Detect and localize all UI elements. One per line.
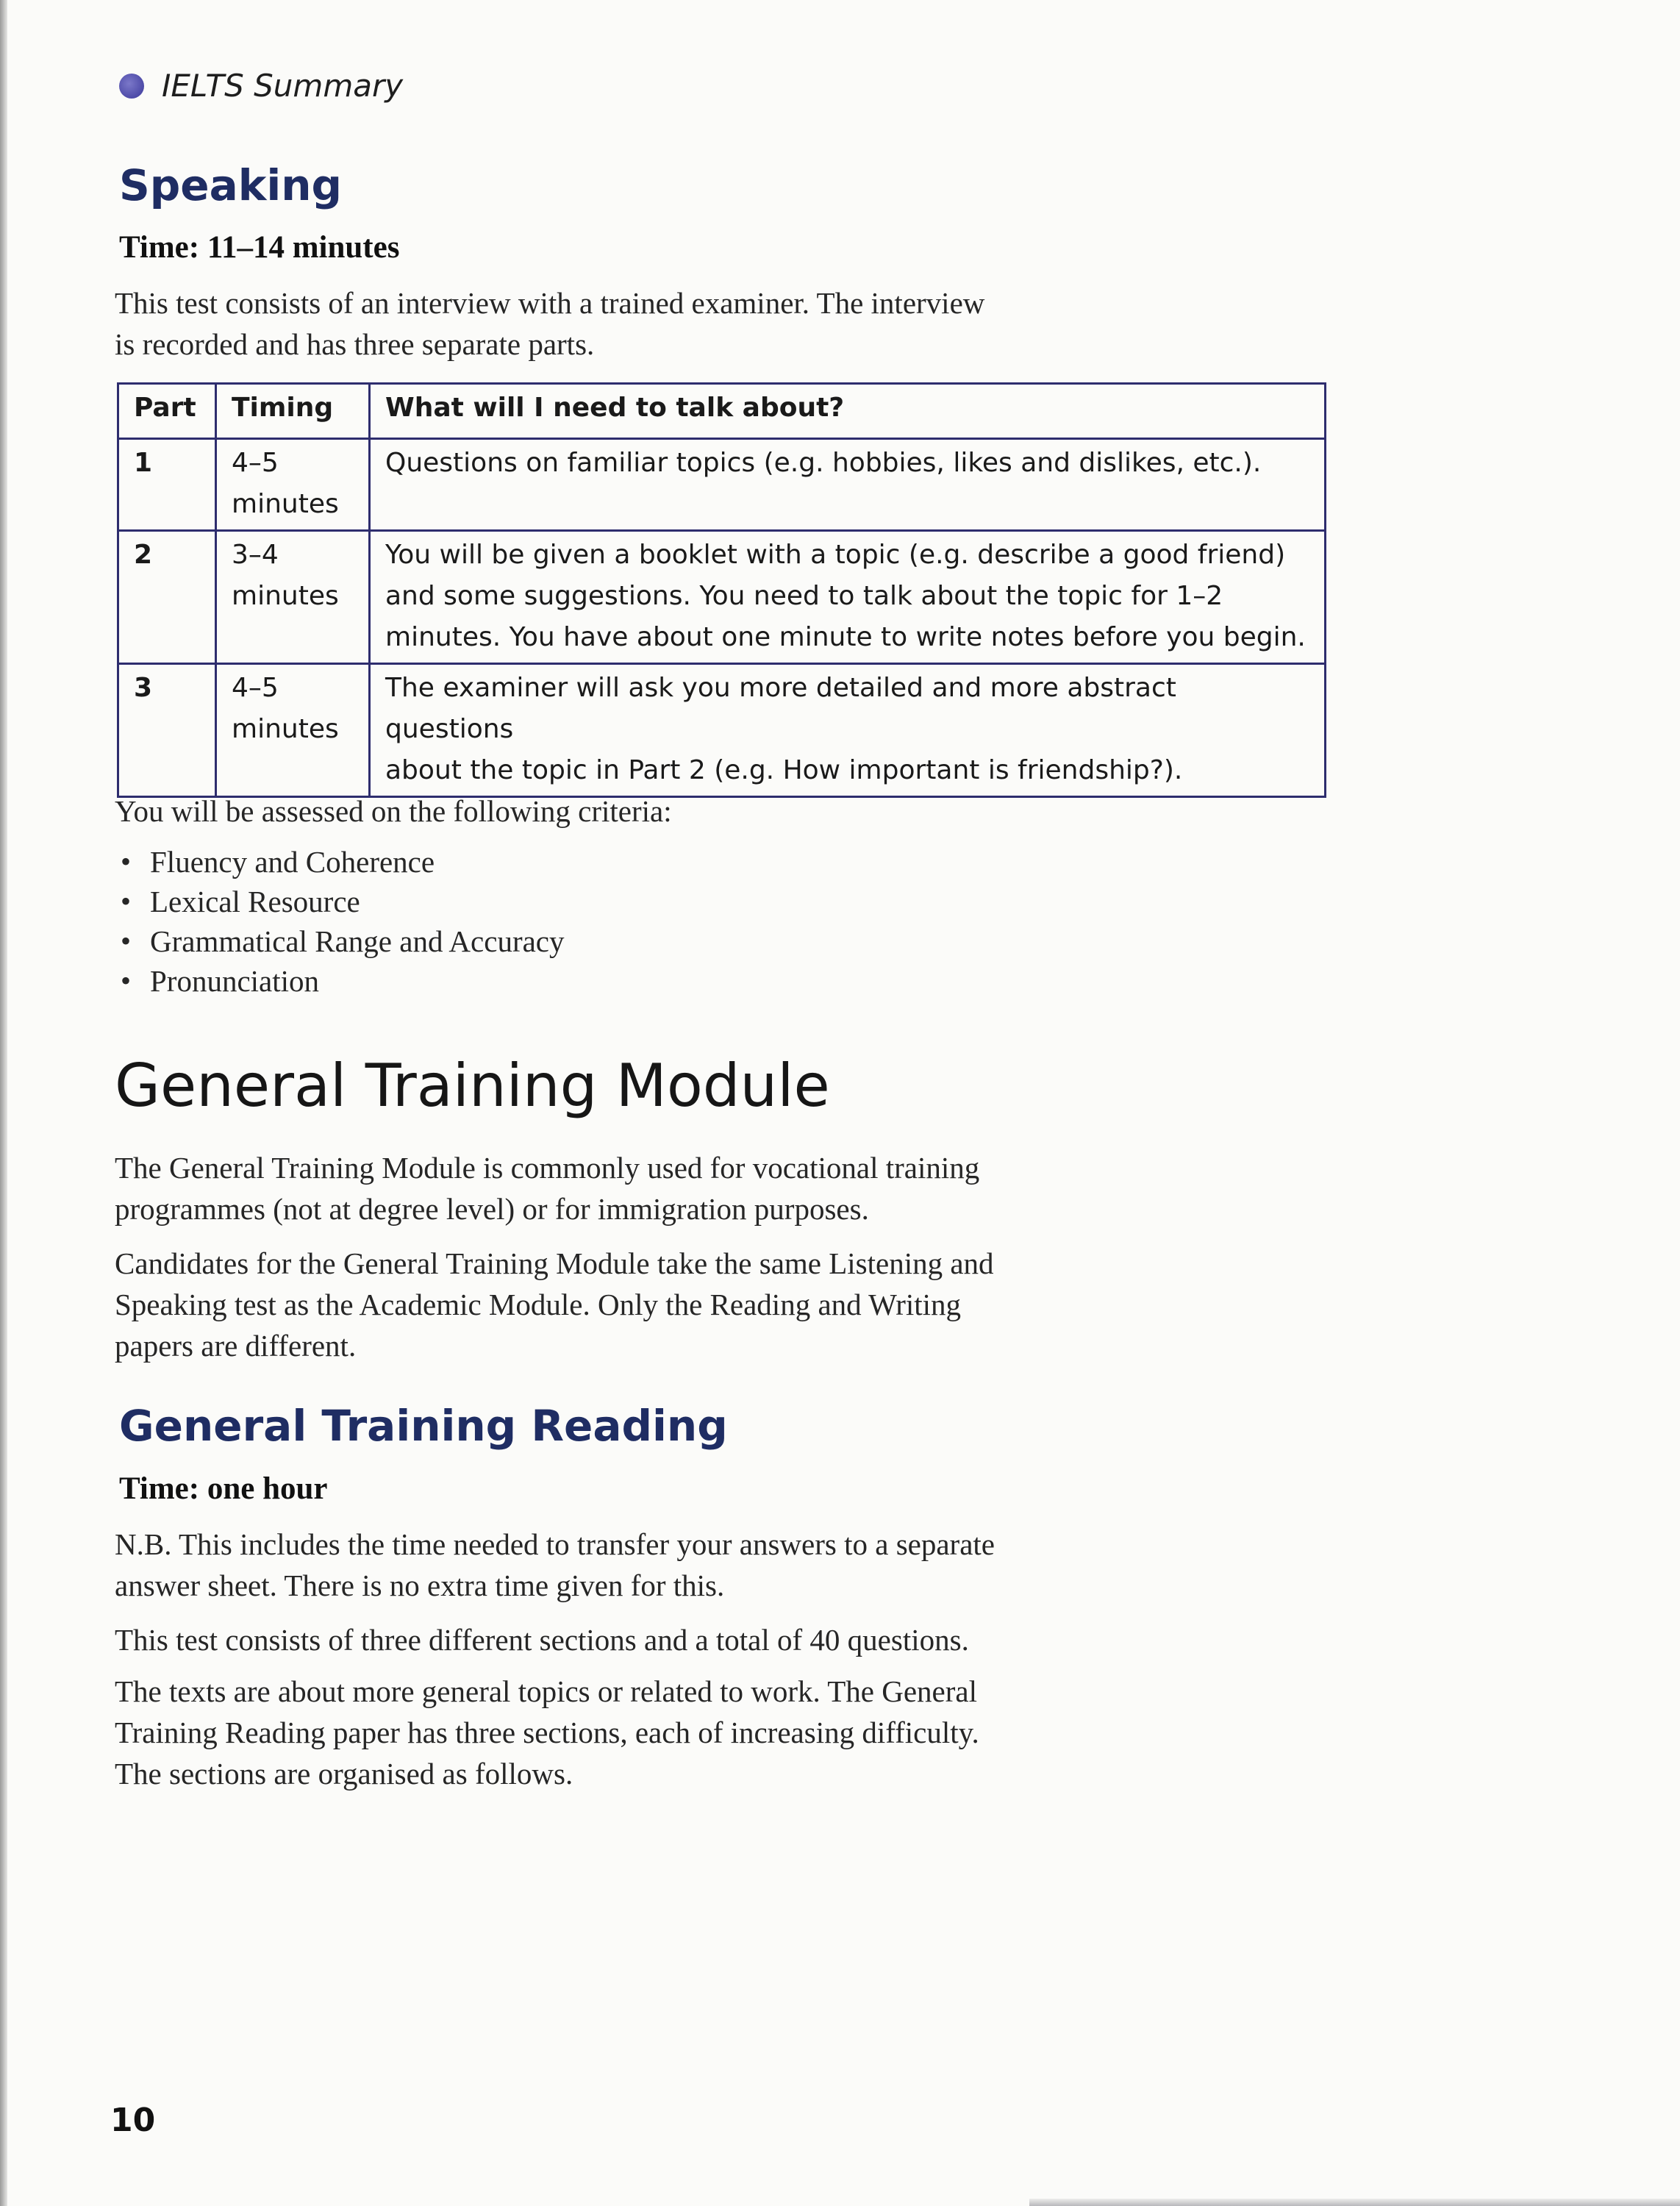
text-line: Questions on familiar topics (e.g. hobbies, likes and dislikes, etc.). [385,448,1262,478]
timing-unit: minutes [232,714,339,744]
general-training-para-1 [115,1147,979,1229]
timing-cell [216,439,370,531]
text-line: The General Training Module is commonly used for vocational training [115,1151,980,1185]
text-line: The sections are organised as follows. [115,1757,573,1791]
text-line: This test consists of an interview with a trained examiner. The interview [115,286,985,320]
text-line: You will be given a booklet with a topic (e.g. describe a good friend) [385,540,1286,570]
list-item: • Lexical Resource [115,882,565,921]
text-line: The texts are about more general topics or related to work. The General [115,1674,977,1708]
part-number: 3 [118,664,216,797]
text-line: is recorded and has three separate parts. [115,327,595,361]
gt-reading-texts-para [115,1671,979,1794]
text-line: N.B. This includes the time needed to transfer your answers to a separate [115,1527,995,1561]
timing-unit: minutes [232,489,339,519]
timing-cell [216,664,370,797]
table-row [118,439,1326,531]
general-training-para-2 [115,1243,994,1366]
speaking-heading: Speaking [119,160,343,210]
text-line: papers are different. [115,1329,357,1363]
text-line: programmes (not at degree level) or for immigration purposes. [115,1192,869,1226]
speaking-time: Time: 11–14 minutes [119,230,400,265]
page-number: 10 [110,2102,156,2139]
text-line: minutes. You have about one minute to write notes before you begin. [385,622,1306,652]
running-header-title: IELTS Summary [162,68,404,104]
table-header-row [118,384,1326,439]
text-line: Candidates for the General Training Module take the same Listening and [115,1246,994,1280]
text-line: Training Reading paper has three sections, each of increasing difficulty. [115,1716,979,1749]
description-cell [370,531,1326,664]
page-binding-edge [0,0,7,2206]
criteria-intro: You will be assessed on the following criteria: [115,794,672,828]
text-line: The examiner will ask you more detailed and more abstract questions [385,673,1176,744]
timing-cell [216,531,370,664]
header-part: Part [118,384,216,439]
gt-reading-nb [115,1524,995,1606]
header-timing: Timing [216,384,370,439]
gt-reading-time: Time: one hour [119,1471,328,1506]
list-item: • Fluency and Coherence [115,842,565,882]
text-line: and some suggestions. You need to talk about the topic for 1–2 [385,581,1223,611]
description-cell [370,664,1326,797]
page-bottom-edge [1029,2199,1680,2206]
part-number: 2 [118,531,216,664]
timing-range: 4–5 [232,448,279,478]
criteria-list [115,842,565,1001]
bullet-dot-icon [119,74,144,99]
speaking-parts-table [117,382,1326,798]
text-line: Speaking test as the Academic Module. Only the Reading and Writing [115,1288,962,1321]
timing-range: 4–5 [232,673,279,703]
speaking-intro [115,282,984,365]
timing-unit: minutes [232,581,339,611]
running-header [119,68,403,104]
timing-range: 3–4 [232,540,279,570]
part-number: 1 [118,439,216,531]
table-row [118,664,1326,797]
gt-reading-heading: General Training Reading [119,1401,728,1451]
table-row [118,531,1326,664]
list-item: • Pronunciation [115,961,565,1001]
text-line: answer sheet. There is no extra time given for this. [115,1568,725,1602]
header-topic: What will I need to talk about? [370,384,1326,439]
list-item: • Grammatical Range and Accuracy [115,921,565,961]
general-training-heading: General Training Module [115,1052,830,1120]
text-line: about the topic in Part 2 (e.g. How important is friendship?). [385,755,1183,785]
description-cell [370,439,1326,531]
gt-reading-sections-para: This test consists of three different sections and a total of 40 questions. [115,1623,969,1657]
